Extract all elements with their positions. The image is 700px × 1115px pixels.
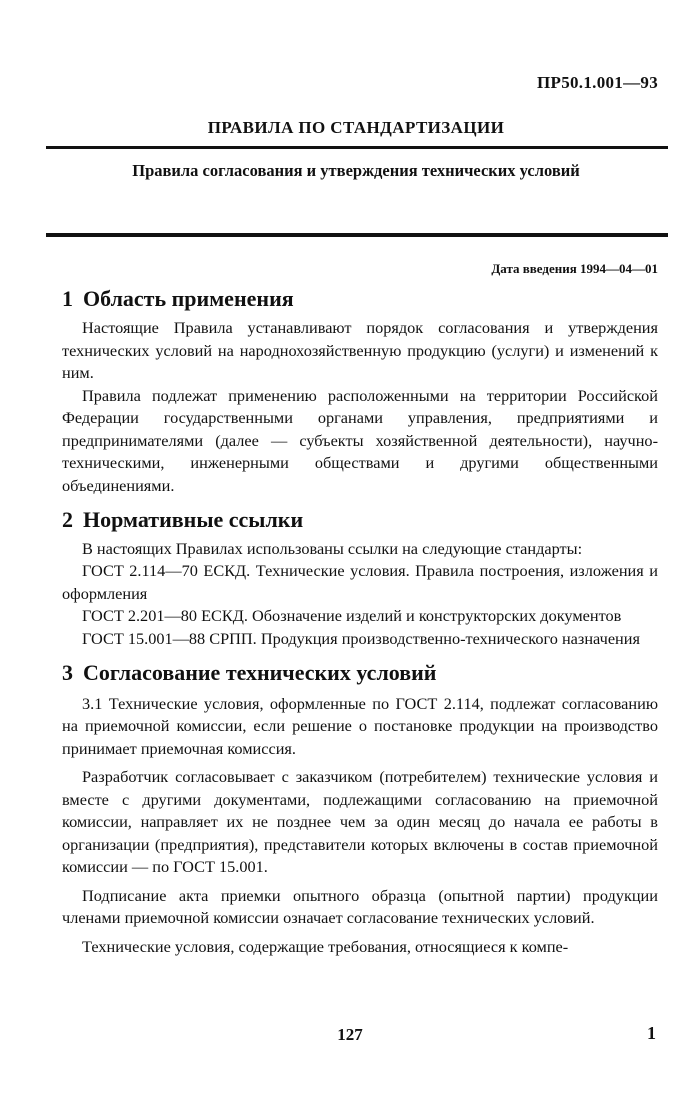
paragraph: Разработчик согласовывает с заказчиком (потребителем) технические условия и вместе с другими документами, подлежащими согласованию на приемочной комиссии, направляет их не позднее чем за один месяц до начала ее работы в организации (предприятия), представители которых включены в состав приемочной комиссии — по ГОСТ 15.001. [62, 767, 658, 877]
reference-item: ГОСТ 2.114—70 ЕСКД. Технические условия. Правила построения, изложения и оформления [62, 561, 658, 603]
reference-item: ГОСТ 2.201—80 ЕСКД. Обозначение изделий и конструкторских документов [82, 606, 622, 626]
section-1-heading [62, 286, 658, 312]
paragraph: Настоящие Правила устанавливают порядок согласования и утверждения технических условий на народнохозяйственную продукцию (услуги) и изменений к ним. [62, 318, 658, 383]
section-2-heading [62, 507, 658, 533]
paragraph: Подписание акта приемки опытного образца (опытной партии) продукции членами приемочной комиссии означает согласование технических условий. [62, 885, 658, 928]
section-number: 2 [62, 507, 73, 533]
section-3-heading [62, 660, 658, 686]
section-number: 1 [62, 286, 73, 311]
paragraph: 3.1 Технические условия, оформленные по ГОСТ 2.114, подлежат согласованию на приемочной комиссии, если решение о постановке продукции на производство принимает приемочная комиссия. [62, 693, 658, 758]
document-title: ПРАВИЛА ПО СТАНДАРТИЗАЦИИ [207, 118, 505, 137]
introduction-date: Дата введения 1994—04—01 [491, 261, 658, 276]
paragraph: Технические условия, содержащие требования, относящиеся к компе- [82, 936, 569, 956]
document-code: ПР50.1.001—93 [536, 73, 658, 92]
document-subtitle: Правила согласования и утверждения технических условий [132, 161, 580, 180]
subtitle-rule [46, 233, 668, 237]
section-title: Область применения [83, 286, 294, 311]
section-title: Согласование технических условий [83, 660, 437, 686]
paragraph: Правила подлежат применению расположенными на территории Российской Федерации государственными органами управления, предприятиями и предпринимателями (далее — субъекты хозяйственной деятельности), научно-техническими, инженерными обществами и другими общественными объединениями. [62, 385, 658, 495]
sheet-number: 1 [647, 1023, 656, 1043]
section-number: 3 [62, 660, 73, 686]
page-number: 127 [337, 1025, 363, 1044]
paragraph: В настоящих Правилах использованы ссылки на следующие стандарты: [82, 538, 583, 558]
section-title: Нормативные ссылки [83, 507, 304, 533]
title-rule [46, 146, 668, 149]
reference-item: ГОСТ 15.001—88 СРПП. Продукция производственно-технического назначения [82, 628, 640, 648]
document-body [62, 286, 658, 958]
